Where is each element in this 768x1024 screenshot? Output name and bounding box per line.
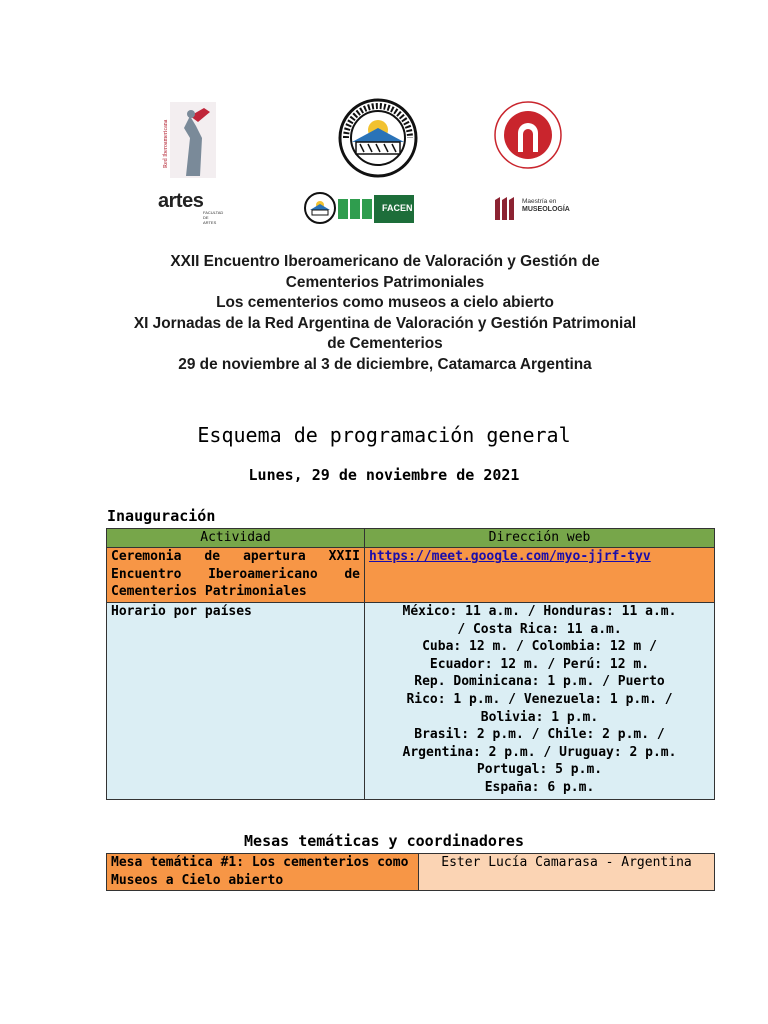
meet-link[interactable]: https://meet.google.com/myo-jjrf-tyv — [369, 549, 651, 564]
universidad-catamarca-seal — [338, 98, 418, 178]
artes-logo-text: artes — [158, 190, 204, 212]
event-header-line: Cementerios Patrimoniales — [285, 273, 485, 291]
meet-link-cell — [365, 548, 715, 603]
museologia-line1: Maestría en — [522, 198, 557, 205]
country-time-line: Ecuador: 12 m. / Perú: 12 m. — [429, 656, 650, 672]
event-header-line: XI Jornadas de la Red Argentina de Valoración y Gestión Patrimonial — [133, 314, 637, 332]
column-header-actividad: Actividad — [107, 529, 365, 548]
event-header-line: de Cementerios — [327, 335, 443, 352]
document-date: Lunes, 29 de noviembre de 2021 — [248, 466, 520, 484]
schedule-table — [106, 528, 715, 800]
table-header-row — [107, 529, 715, 548]
country-time-line: México: 11 a.m. / Honduras: 11 a.m. — [402, 604, 677, 619]
event-header — [110, 252, 660, 375]
red-iberoamericana-logo — [160, 98, 222, 182]
event-header-line: Los cementerios como museos a cielo abierto — [216, 294, 554, 311]
mesas-table — [106, 853, 715, 891]
country-time-line: / Costa Rica: 11 a.m. — [457, 621, 622, 637]
red-argentina-logo — [493, 100, 563, 170]
svg-text:Red Iberoamericana: Red Iberoamericana — [163, 119, 169, 168]
column-header-direccion-web: Dirección web — [365, 529, 715, 548]
activity-cell: Ceremonia de apertura XXII Encuentro Iberoamericano de Cementerios Patrimoniales — [107, 548, 365, 603]
section-inauguracion: Inauguración — [107, 507, 216, 525]
table-row — [107, 854, 715, 891]
country-time-line: Portugal: 5 p.m. — [476, 762, 603, 778]
country-time-line: Cuba: 12 m. / Colombia: 12 m / — [422, 639, 657, 655]
country-time-line: Rep. Dominicana: 1 p.m. / Puerto — [414, 674, 665, 690]
mesa-topic-cell: Mesa temática #1: Los cementerios como Museos a Cielo abierto — [107, 854, 419, 891]
artes-logo-subtitle: FACULTAD DE ARTES — [203, 210, 224, 225]
country-times-cell — [365, 603, 715, 800]
country-time-line: Argentina: 2 p.m. / Uruguay: 2 p.m. — [402, 744, 677, 760]
event-header-line: XXII Encuentro Iberoamericano de Valoración y Gestión de — [170, 253, 600, 270]
museologia-line2: MUSEOLOGÍA — [522, 206, 570, 213]
country-time-line: España: 6 p.m. — [484, 779, 595, 795]
table-row — [107, 548, 715, 603]
mesas-section-title: Mesas temáticas y coordinadores — [244, 832, 524, 850]
mesa-coordinator-cell: Ester Lucía Camarasa - Argentina — [419, 854, 715, 891]
small-university-seal — [304, 192, 336, 224]
facen-logo — [338, 193, 414, 225]
museologia-logo — [494, 196, 520, 222]
table-row — [107, 603, 715, 800]
document-title: Esquema de programación general — [197, 423, 571, 447]
activity-cell: Horario por países — [107, 603, 365, 800]
country-time-line: Rico: 1 p.m. / Venezuela: 1 p.m. / — [406, 691, 673, 707]
country-time-line: Brasil: 2 p.m. / Chile: 2 p.m. / — [414, 727, 665, 743]
country-time-line: Bolivia: 1 p.m. — [480, 709, 599, 725]
event-header-line: 29 de noviembre al 3 de diciembre, Catamarca Argentina — [178, 355, 592, 373]
logo-banner — [0, 0, 768, 250]
facen-label: FACEN — [382, 203, 413, 213]
